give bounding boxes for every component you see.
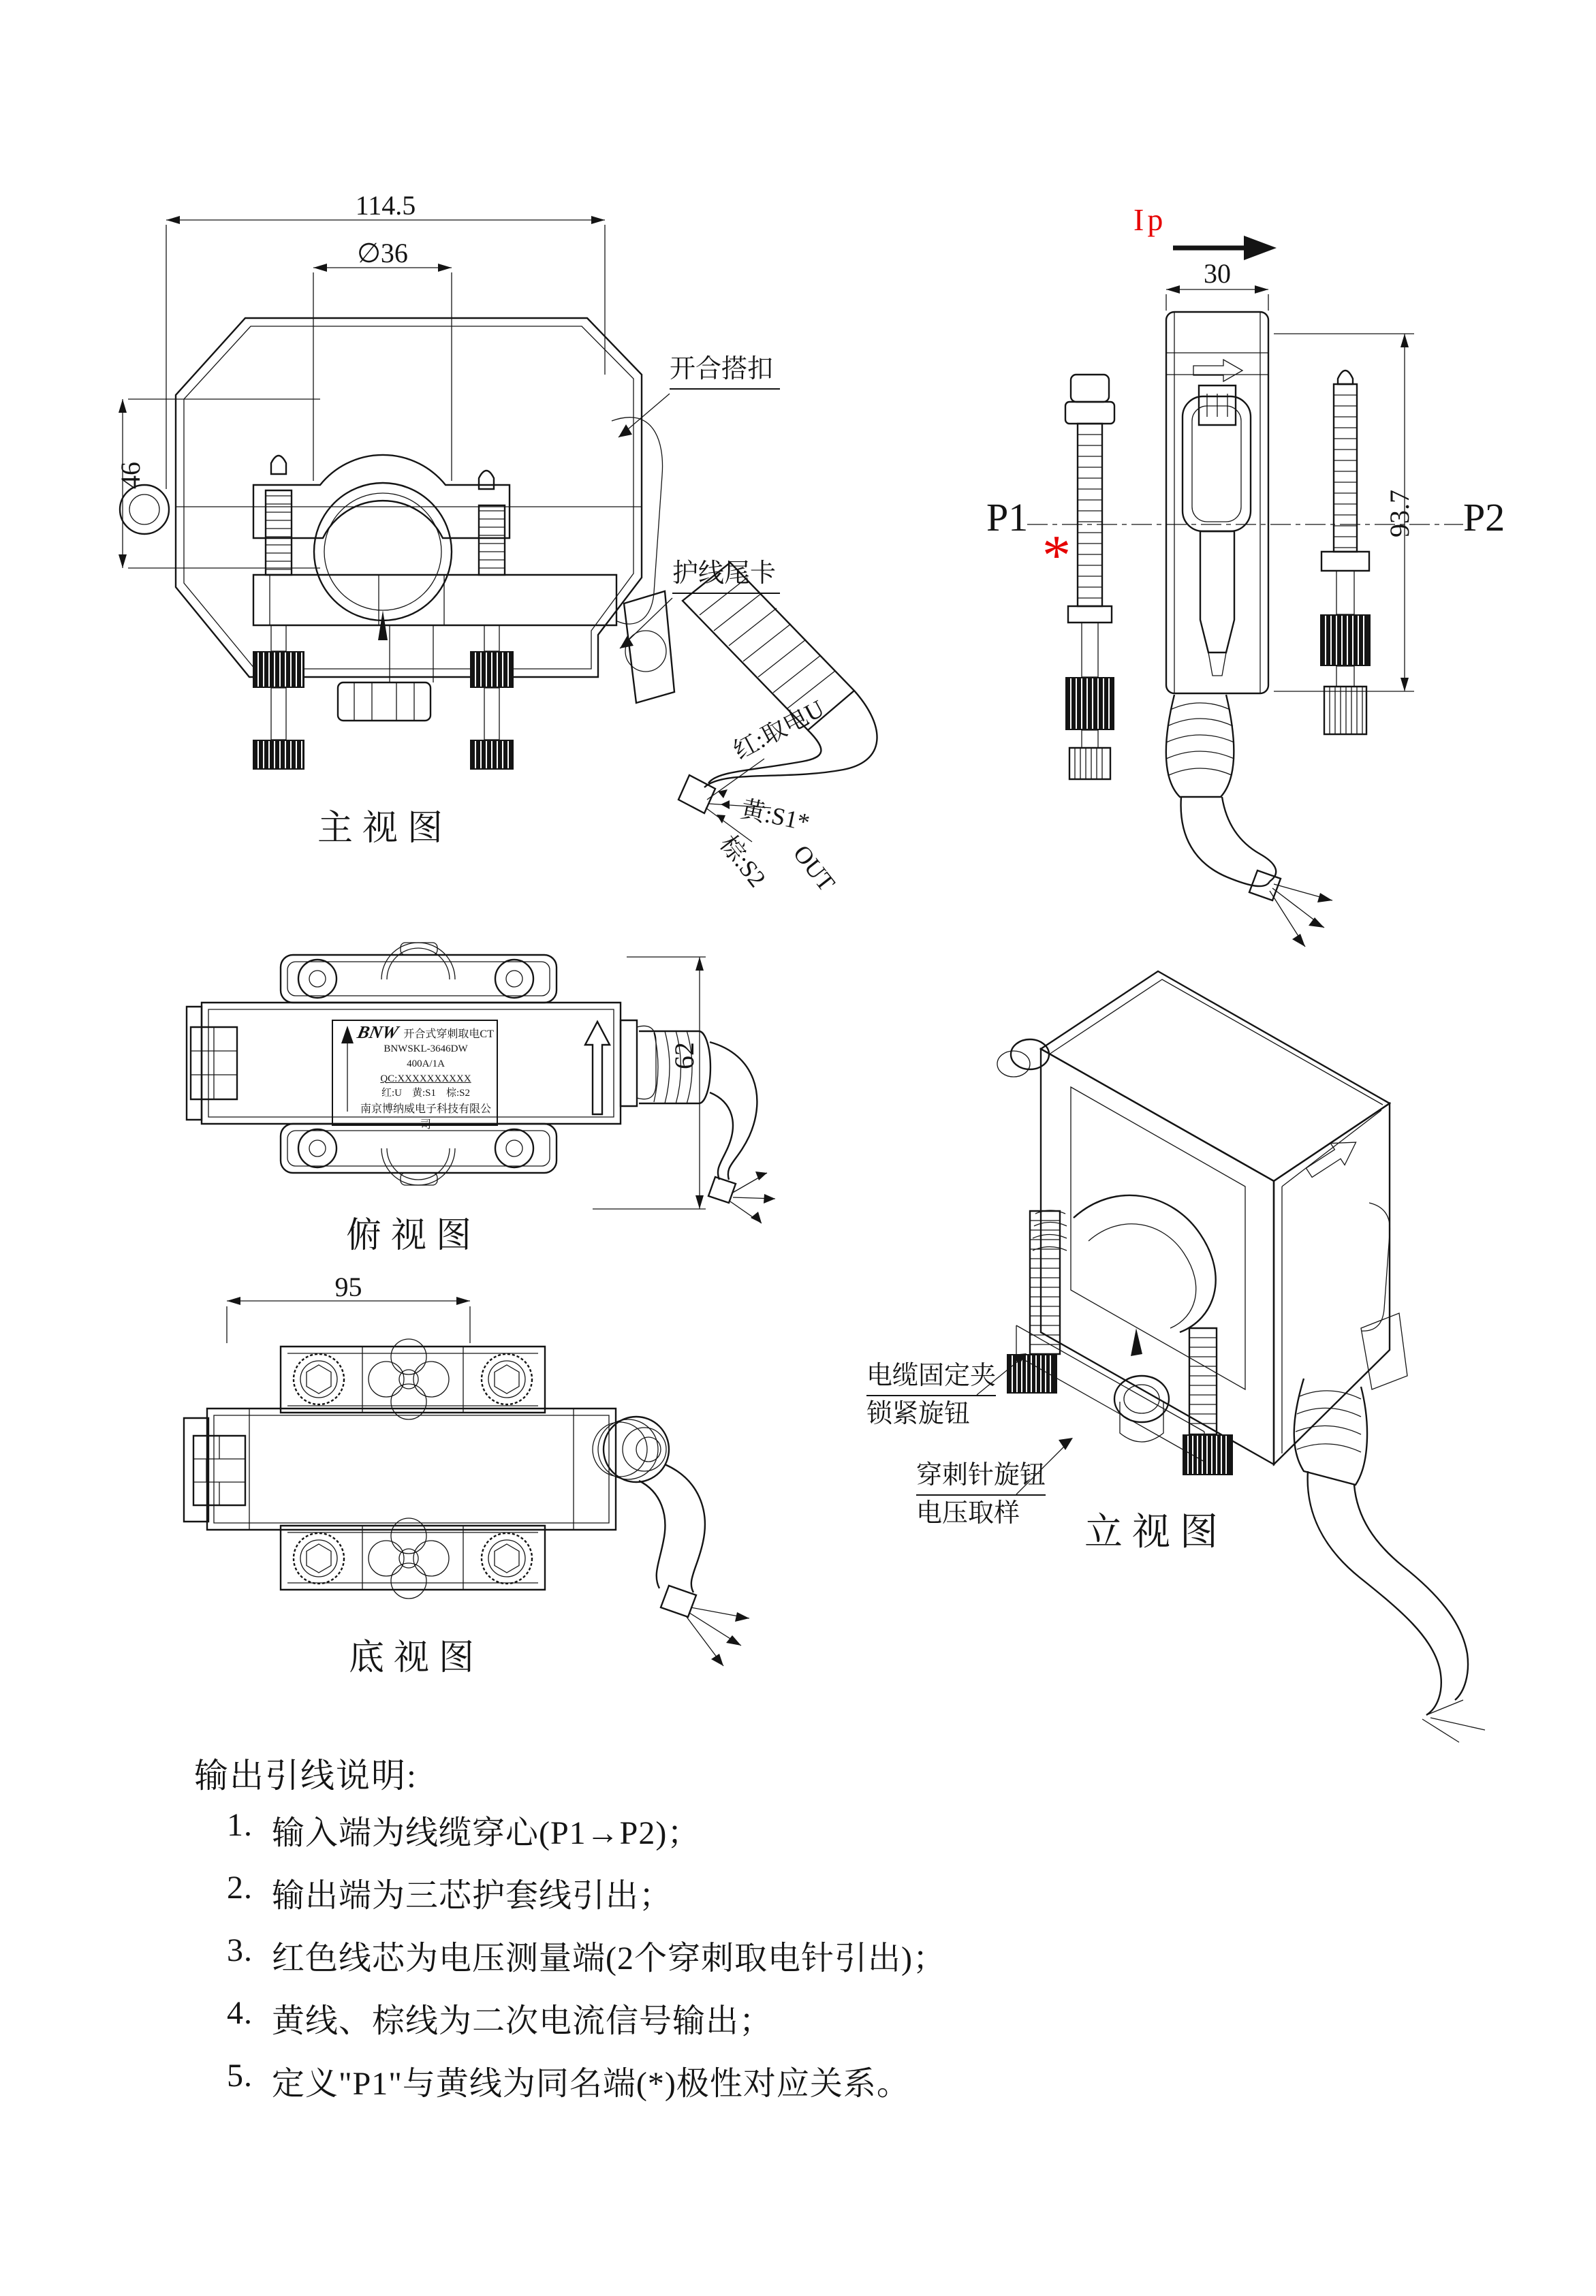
iso-label-cable-clamp-line2: 锁紧旋钮: [866, 1399, 971, 1428]
front-wire-yellow-label: 黄:S1*: [738, 795, 813, 836]
note-item-1-num: 1.: [227, 1807, 253, 1843]
front-output-cable: [678, 563, 877, 842]
note-item-2-text: 输出端为三芯护套线引出；: [272, 1878, 673, 1914]
note-item-5-text: 定义"P1"与黄线为同名端(*)极性对应关系。: [272, 2066, 910, 2102]
iso-cable: [1294, 1379, 1485, 1742]
nameplate-model: BNWSKL-3646DW: [384, 1043, 468, 1055]
notes-title: 输出引线说明:: [194, 1757, 418, 1795]
nameplate-brand-logo: BNW: [356, 1022, 401, 1042]
bottom-view-caption: 底视图: [349, 1639, 484, 1678]
note-item-3: [227, 1932, 946, 1979]
iso-label-pin-knob-line2: 电压取样: [916, 1498, 1020, 1528]
front-wire-out-label: OUT: [787, 839, 841, 896]
front-dimension-lines: [119, 216, 605, 568]
front-view-caption: 主视图: [317, 809, 453, 848]
right-body: [1166, 312, 1268, 693]
nameplate-product-name: 开合式穿刺取电CT: [403, 1028, 494, 1040]
iso-label-cable-clamp-line1: 电缆固定夹: [866, 1362, 996, 1396]
front-view-drawing: [0, 170, 920, 954]
note-item-5-num: 5.: [227, 2058, 253, 2094]
front-dim-diameter: ∅36: [357, 238, 408, 268]
right-dim-width: 30: [1204, 258, 1231, 289]
note-item-4: [227, 1994, 772, 2041]
front-label-tail-clip: 护线尾卡: [672, 560, 780, 594]
bottom-body: [184, 1339, 616, 1599]
iso-label-pin-knob: [916, 1462, 1046, 1528]
right-terminal-p1: P1: [986, 495, 1029, 539]
right-terminal-p2: P2: [1463, 495, 1505, 539]
direction-arrow-icon: [585, 1022, 610, 1114]
nameplate-company: 南京博纳威电子科技有限公司: [360, 1103, 491, 1131]
hex-screw-icons: [294, 1354, 532, 1584]
note-item-1-text: 输入端为线缆穿心(P1→P2)；: [272, 1815, 701, 1851]
nameplate-qc: QC:XXXXXXXXXX: [380, 1073, 471, 1084]
note-item-4-text: 黄线、棕线为二次电流信号输出；: [272, 2003, 773, 2039]
nameplate-ratio: 400A/1A: [407, 1058, 445, 1069]
iso-view-drawing: [954, 947, 1596, 1750]
right-polarity-mark: *: [1042, 524, 1071, 587]
note-item-2: [227, 1869, 672, 1916]
iso-label-cable-clamp: [866, 1362, 996, 1429]
bottom-view-drawing: [184, 1267, 831, 1703]
right-left-screw: [1065, 375, 1114, 779]
top-dim-depth: 62: [669, 1042, 700, 1069]
front-dim-height: 46: [115, 462, 146, 489]
right-cable: [1166, 695, 1332, 947]
note-item-1: [227, 1806, 700, 1853]
note-item-3-num: 3.: [227, 1932, 253, 1968]
right-current-label: Ip: [1133, 202, 1167, 237]
right-right-screw: [1320, 371, 1371, 734]
top-view-caption: 俯视图: [346, 1216, 482, 1255]
bottom-dim-width: 95: [334, 1272, 362, 1302]
iso-label-pin-knob-line1: 穿刺针旋钮: [916, 1462, 1046, 1496]
front-body-outline: [120, 318, 674, 703]
front-wire-brown-label: 棕:S2: [714, 830, 772, 892]
front-leader-lines: [619, 394, 672, 648]
nameplate: [332, 1020, 498, 1131]
note-item-3-text: 红色线芯为电压测量端(2个穿刺取电针引出)；: [272, 1940, 946, 1977]
note-item-2-num: 2.: [227, 1870, 253, 1906]
right-dim-height: 93.7: [1384, 490, 1415, 537]
front-clamp-mechanism: [253, 455, 616, 770]
ip-arrow-icon: [1173, 236, 1277, 260]
front-label-latch: 开合搭扣: [670, 356, 780, 390]
front-dim-width: 114.5: [355, 190, 416, 221]
clover-knob-icons: [369, 1339, 449, 1599]
nameplate-wiring: 红:U 黄:S1 棕:S2: [381, 1088, 471, 1099]
front-wire-red-label: 红:取电U: [729, 694, 829, 765]
note-item-4-num: 4.: [227, 1995, 253, 2031]
note-item-5: [227, 2057, 910, 2104]
bottom-dimension-lines: [227, 1297, 470, 1343]
iso-body: [997, 971, 1407, 1464]
iso-view-caption: 立视图: [1084, 1511, 1227, 1554]
